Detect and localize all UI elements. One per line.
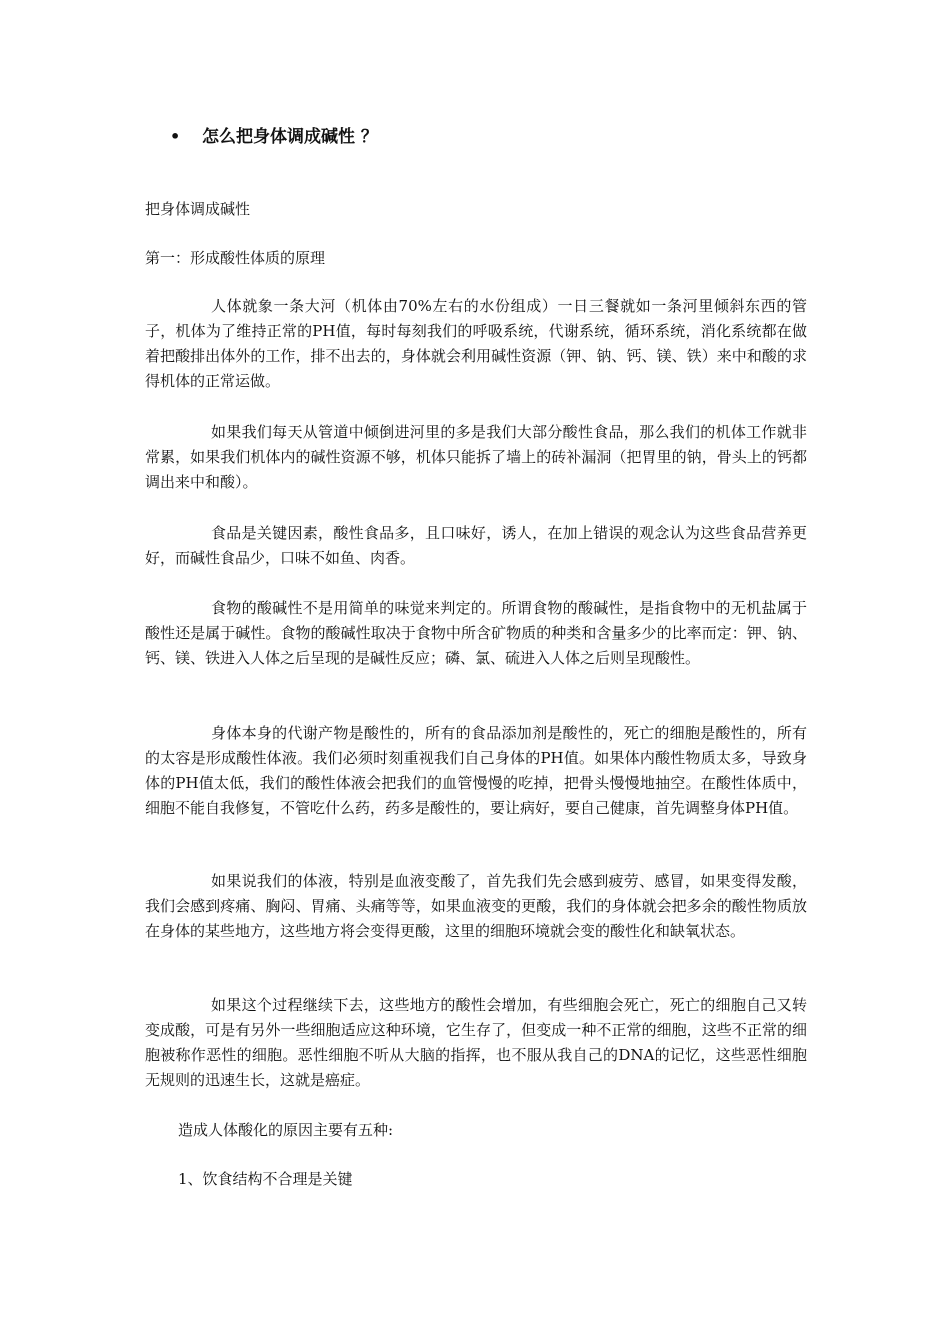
paragraph: 食物的酸碱性不是用简单的味觉来判定的。所谓食物的酸碱性，是指食物中的无机盐属于酸性还是属于碱性。食物的酸碱性取决于食物中所含矿物质的种类和含量多少的比率而定：钾、钠、钙、镁、铁进入人体之后呈现的是碱性反应；磷、氯、硫进入人体之后则呈现酸性。 <box>145 599 807 667</box>
subtitle: 把身体调成碱性 <box>145 200 251 218</box>
causes-intro: 造成人体酸化的原因主要有五种: <box>178 1121 394 1139</box>
paragraph: 如果说我们的体液，特别是血液变酸了，首先我们先会感到疲劳、感冒，如果变得发酸，我们会感到疼痛、胸闷、胃痛、头痛等等，如果血液变的更酸，我们的身体就会把多余的酸性物质放在身体的某些地方，这些地方将会变得更酸，这里的细胞环境就会变的酸性化和缺氧状态。 <box>145 872 807 940</box>
page-title <box>170 124 378 150</box>
paragraph: 食品是关键因素，酸性食品多，且口味好，诱人，在加上错误的观念认为这些食品营养更好，而碱性食品少，口味不如鱼、肉香。 <box>145 524 807 567</box>
bullet-icon: • <box>170 127 181 146</box>
paragraph: 如果这个过程继续下去，这些地方的酸性会增加，有些细胞会死亡，死亡的细胞自己又转变成酸，可是有另外一些细胞适应这种环境，它生存了，但变成一种不正常的细胞，这些不正常的细胞被称作恶性的细胞。恶性细胞不听从大脑的指挥，也不服从我自己的DNA的记忆，这些恶性细胞无规则的迅速生长，这就是癌症。 <box>145 996 807 1089</box>
paragraph: 如果我们每天从管道中倾倒进河里的多是我们大部分酸性食品，那么我们的机体工作就非常累，如果我们机体内的碱性资源不够，机体只能拆了墙上的砖补漏洞（把胃里的钠，骨头上的钙都调出来中和酸）。 <box>145 423 807 491</box>
list-item: 1、饮食结构不合理是关键 <box>178 1170 353 1188</box>
paragraph: 人体就象一条大河（机体由70%左右的水份组成）一日三餐就如一条河里倾斜东西的管子，机体为了维持正常的PH值，每时每刻我们的呼吸系统，代谢系统，循环系统，消化系统都在做着把酸排出体外的工作，排不出去的，身体就会利用碱性资源（钾、钠、钙、镁、铁）来中和酸的求得机体的正常运做。 <box>145 297 807 390</box>
section-heading: 第一：形成酸性体质的原理 <box>145 249 326 267</box>
page-title-text: 怎么把身体调成碱性 ？ <box>202 127 378 147</box>
paragraph: 身体本身的代谢产物是酸性的，所有的食品添加剂是酸性的，死亡的细胞是酸性的，所有的太容是形成酸性体液。我们必须时刻重视我们自己身体的PH值。如果体内酸性物质太多，导致身体的PH值太低，我们的酸性体液会把我们的血管慢慢的吃掉，把骨头慢慢地抽空。在酸性体质中，细胞不能自我修复，不管吃什么药，药多是酸性的，要让病好，要自己健康，首先调整身体PH值。 <box>145 724 807 817</box>
